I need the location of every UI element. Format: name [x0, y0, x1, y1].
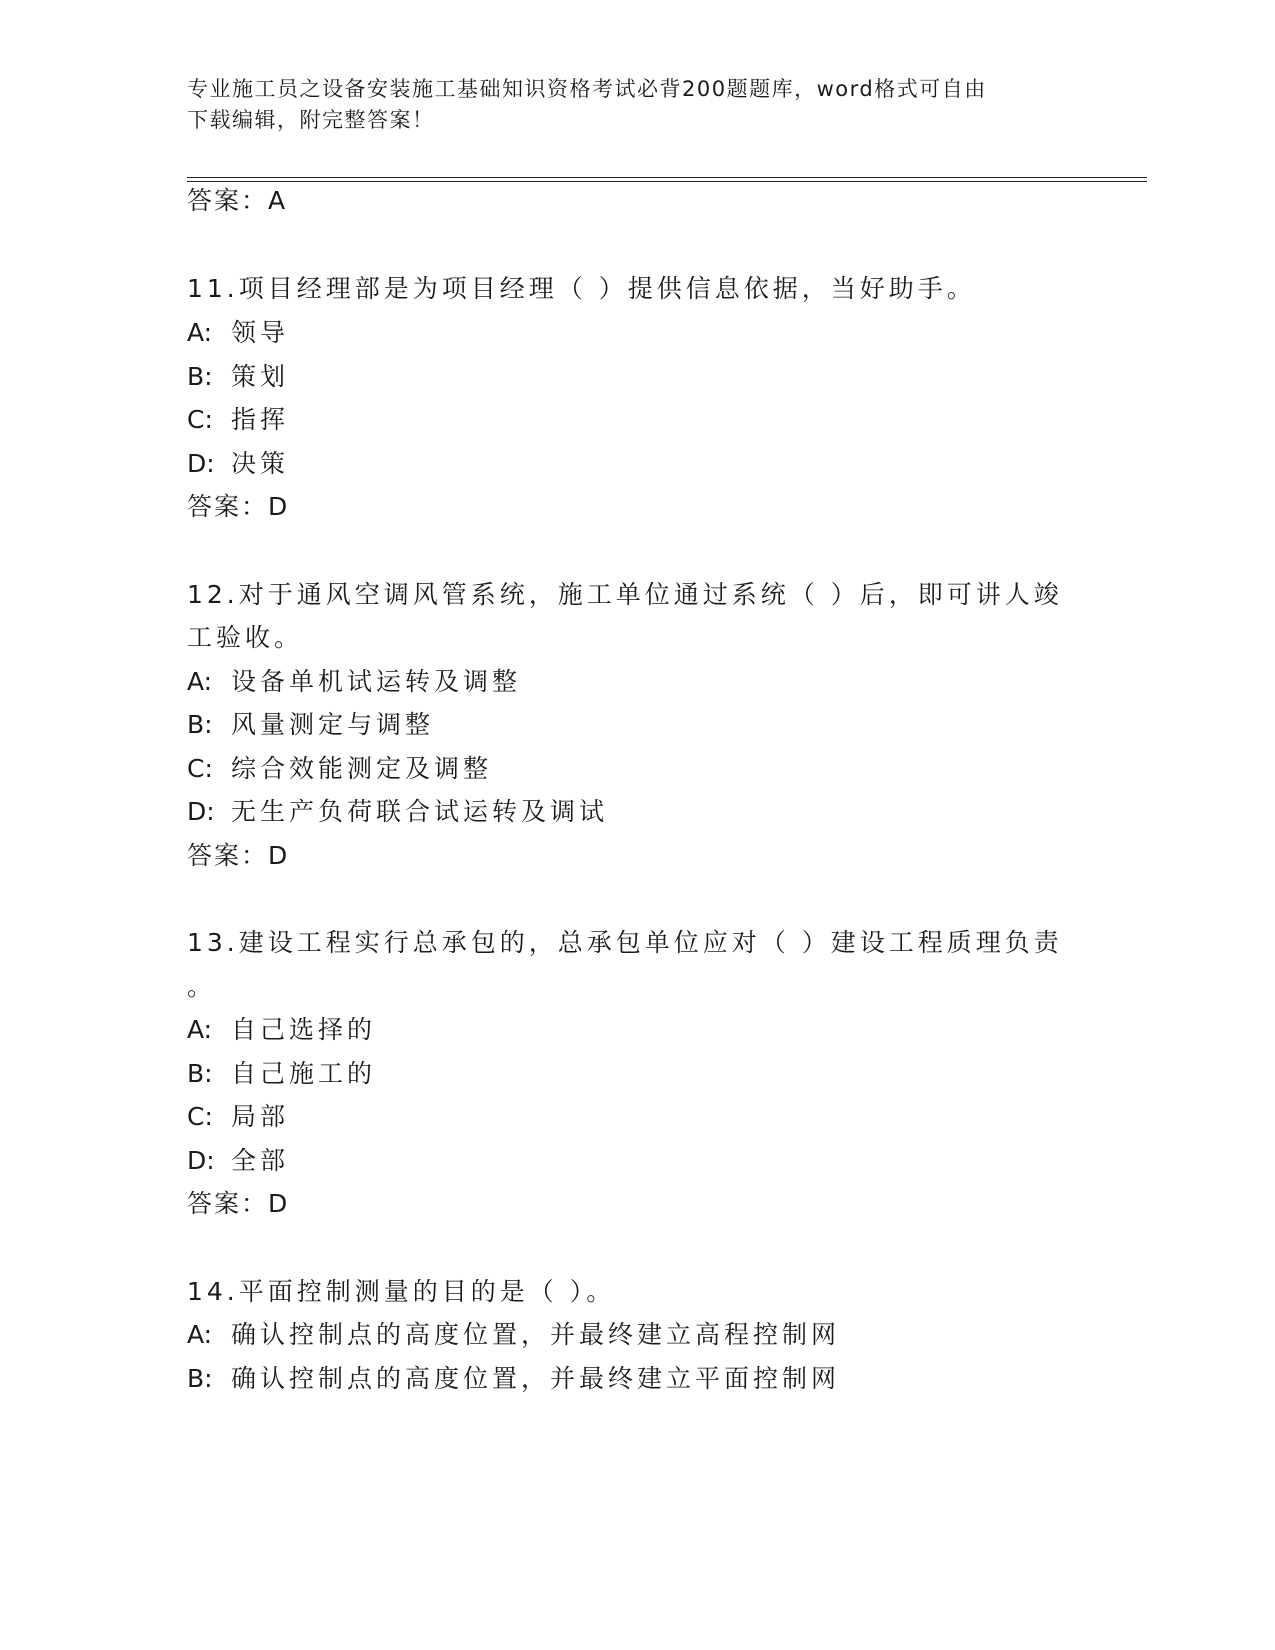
option-letter: C:	[187, 405, 213, 434]
question-13-option-c	[187, 1102, 1087, 1132]
question-12-stem-line-1: 12.对于通风空调风管系统，施工单位通过系统（ ）后，即可讲人竣	[187, 580, 1063, 609]
question-12-stem-line-2: 工验收。	[187, 623, 304, 652]
option-letter: B:	[187, 710, 213, 739]
option-letter: B:	[187, 362, 213, 391]
question-14-option-b	[187, 1364, 1087, 1394]
question-13-option-b	[187, 1059, 1087, 1089]
option-text: 风量测定与调整	[231, 710, 435, 739]
question-12-answer: 答案：D	[187, 841, 290, 870]
option-text: 指挥	[231, 405, 290, 434]
option-text: 无生产负荷联合试运转及调试	[231, 797, 609, 826]
question-11-answer: 答案：D	[187, 492, 290, 521]
question-12-option-c	[187, 754, 1087, 784]
previous-answer: 答案：A	[187, 186, 288, 215]
question-11-option-a	[187, 318, 1087, 348]
question-13-stem-line-2: 。	[187, 972, 217, 1001]
header-divider-bottom	[187, 181, 1147, 182]
option-text: 自己施工的	[231, 1059, 377, 1088]
option-letter: B:	[187, 1059, 213, 1088]
option-text: 领导	[231, 318, 290, 347]
question-14-stem: 14.平面控制测量的目的是（ ）。	[187, 1277, 616, 1306]
option-letter: C:	[187, 754, 213, 783]
question-12-option-d	[187, 797, 1087, 827]
question-13-stem-line-1: 13.建设工程实行总承包的，总承包单位应对（ ）建设工程质理负责	[187, 928, 1063, 957]
header-line-2: 下载编辑，附完整答案！	[187, 108, 435, 132]
question-12-option-b	[187, 710, 1087, 740]
option-text: 局部	[231, 1102, 290, 1131]
question-14-option-a	[187, 1320, 1087, 1350]
option-letter: B:	[187, 1364, 213, 1393]
option-letter: D:	[187, 1146, 215, 1175]
option-letter: A:	[187, 1015, 213, 1044]
question-13-answer: 答案：D	[187, 1189, 290, 1218]
question-12-option-a	[187, 667, 1087, 697]
option-text: 综合效能测定及调整	[231, 754, 493, 783]
header-divider-top	[187, 177, 1147, 178]
option-text: 全部	[231, 1146, 290, 1175]
question-11-option-c	[187, 405, 1087, 435]
document-header	[187, 74, 1067, 136]
header-line-1: 专业施工员之设备安装施工基础知识资格考试必背200题题库，word格式可自由	[187, 77, 987, 101]
question-11-option-b	[187, 362, 1087, 392]
option-text: 确认控制点的高度位置，并最终建立高程控制网	[231, 1320, 841, 1349]
option-text: 确认控制点的高度位置，并最终建立平面控制网	[231, 1364, 841, 1393]
option-letter: D:	[187, 797, 215, 826]
question-11-stem: 11.项目经理部是为项目经理（ ）提供信息依据，当好助手。	[187, 274, 976, 303]
option-text: 决策	[231, 449, 290, 478]
question-13-option-d	[187, 1146, 1087, 1176]
option-text: 设备单机试运转及调整	[231, 667, 522, 696]
option-text: 自己选择的	[231, 1015, 377, 1044]
option-text: 策划	[231, 362, 290, 391]
option-letter: C:	[187, 1102, 213, 1131]
option-letter: A:	[187, 667, 213, 696]
option-letter: A:	[187, 318, 213, 347]
option-letter: D:	[187, 449, 215, 478]
option-letter: A:	[187, 1320, 213, 1349]
question-11-option-d	[187, 449, 1087, 479]
question-13-option-a	[187, 1015, 1087, 1045]
